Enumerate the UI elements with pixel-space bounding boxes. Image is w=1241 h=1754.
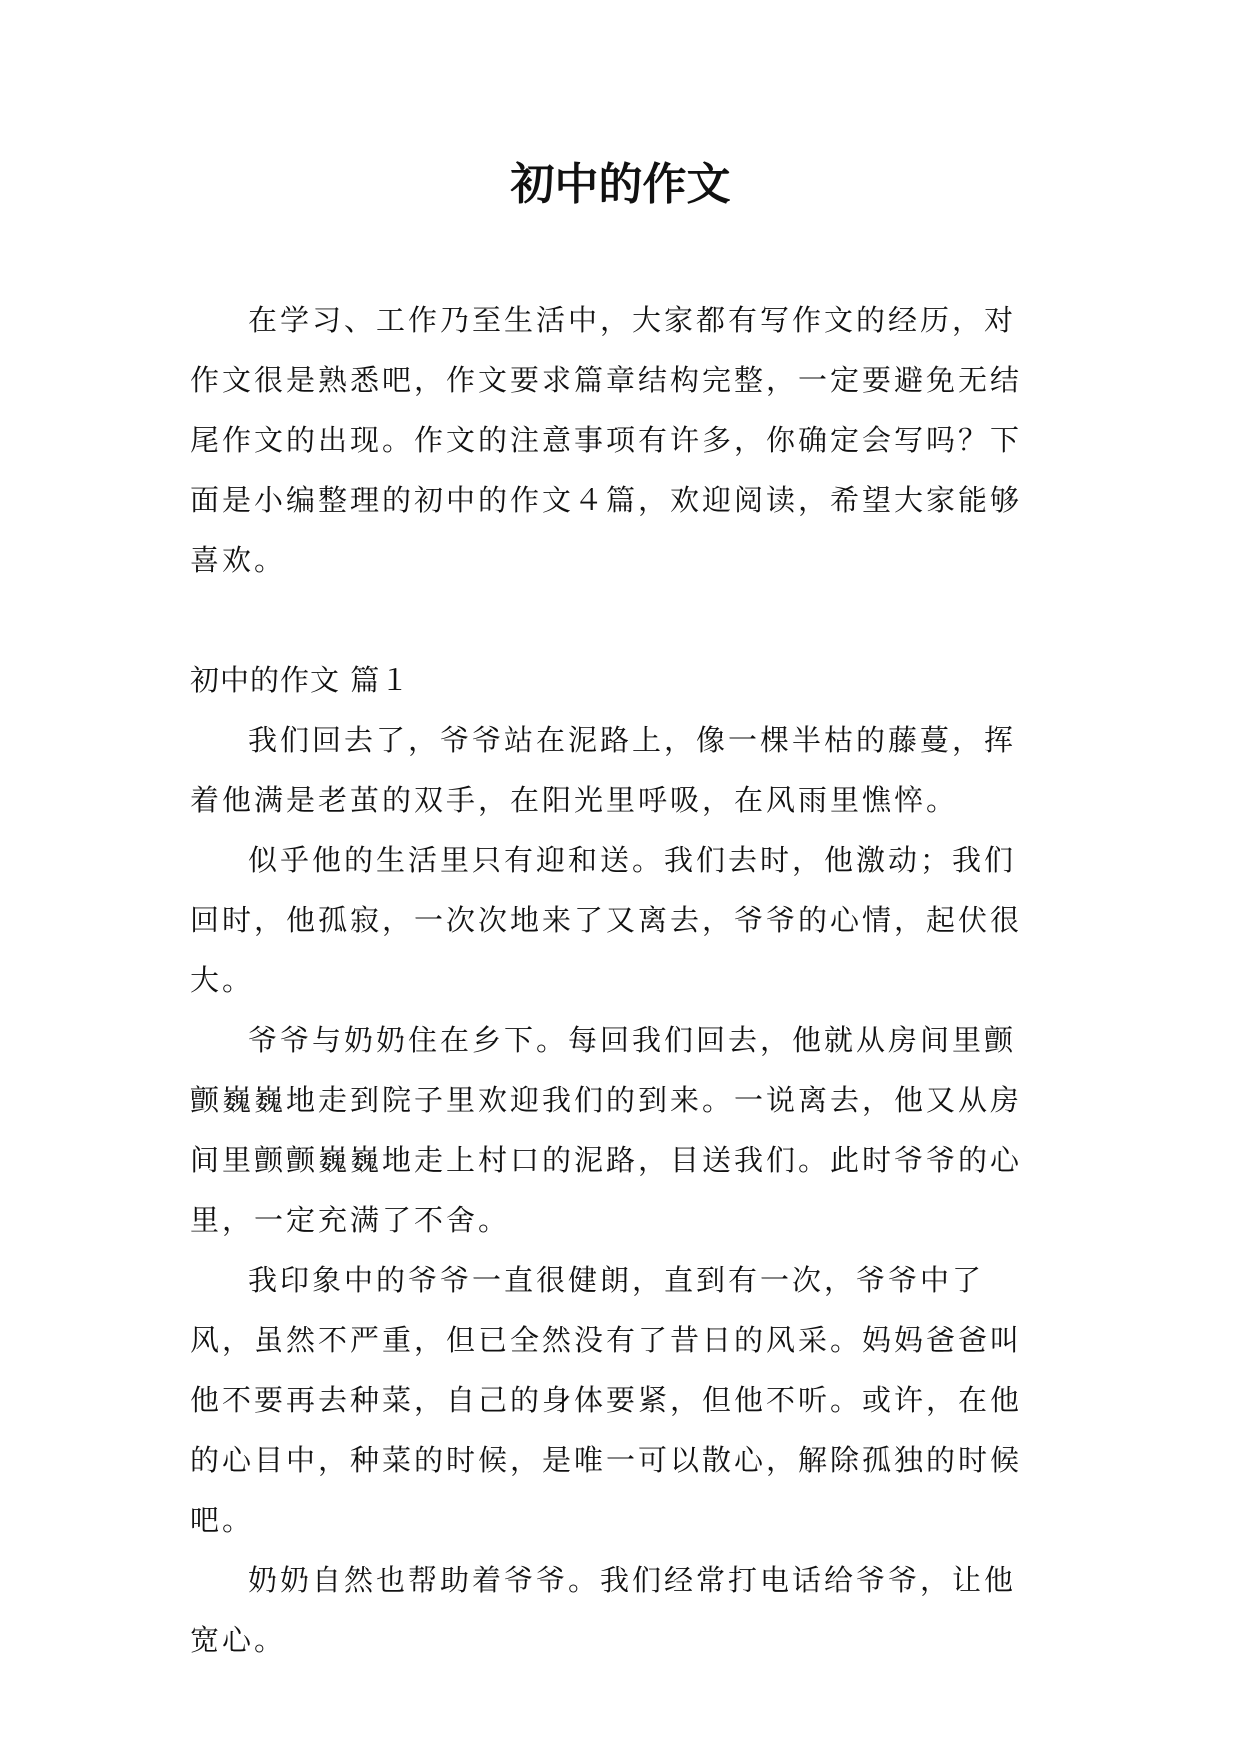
section-heading: 初中的作文 篇１ [190, 663, 411, 697]
body-paragraph: 似乎他的生活里只有迎和送。我们去时，他激动；我们回时，他孤寂，一次次地来了又离去，爷爷的心情，起伏很大。 [190, 843, 1023, 997]
body-paragraph: 爷爷与奶奶住在乡下。每回我们回去，他就从房间里颤颤巍巍地走到院子里欢迎我们的到来。一说离去，他又从房间里颤颤巍巍地走上村口的泥路，目送我们。此时爷爷的心里，一定充满了不舍。 [190, 1023, 1023, 1237]
document-title: 初中的作文 [510, 159, 731, 210]
body-paragraph: 我们回去了，爷爷站在泥路上，像一棵半枯的藤蔓，挥着他满是老茧的双手，在阳光里呼吸，在风雨里憔悴。 [190, 723, 1017, 817]
body-paragraph: 我印象中的爷爷一直很健朗，直到有一次，爷爷中了风，虽然不严重，但已全然没有了昔日的风采。妈妈爸爸叫他不要再去种菜，自己的身体要紧，但他不听。或许，在他的心目中，种菜的时候，是唯一可以散心，解除孤独的时候吧。 [190, 1263, 1023, 1537]
document-body [190, 290, 1046, 1670]
intro-paragraph: 在学习、工作乃至生活中，大家都有写作文的经历，对作文很是熟悉吧，作文要求篇章结构完整，一定要避免无结尾作文的出现。作文的注意事项有许多，你确定会写吗？下面是小编整理的初中的作文４篇，欢迎阅读，希望大家能够喜欢。 [190, 303, 1023, 577]
body-paragraph: 奶奶自然也帮助着爷爷。我们经常打电话给爷爷，让他宽心。 [190, 1563, 1017, 1657]
